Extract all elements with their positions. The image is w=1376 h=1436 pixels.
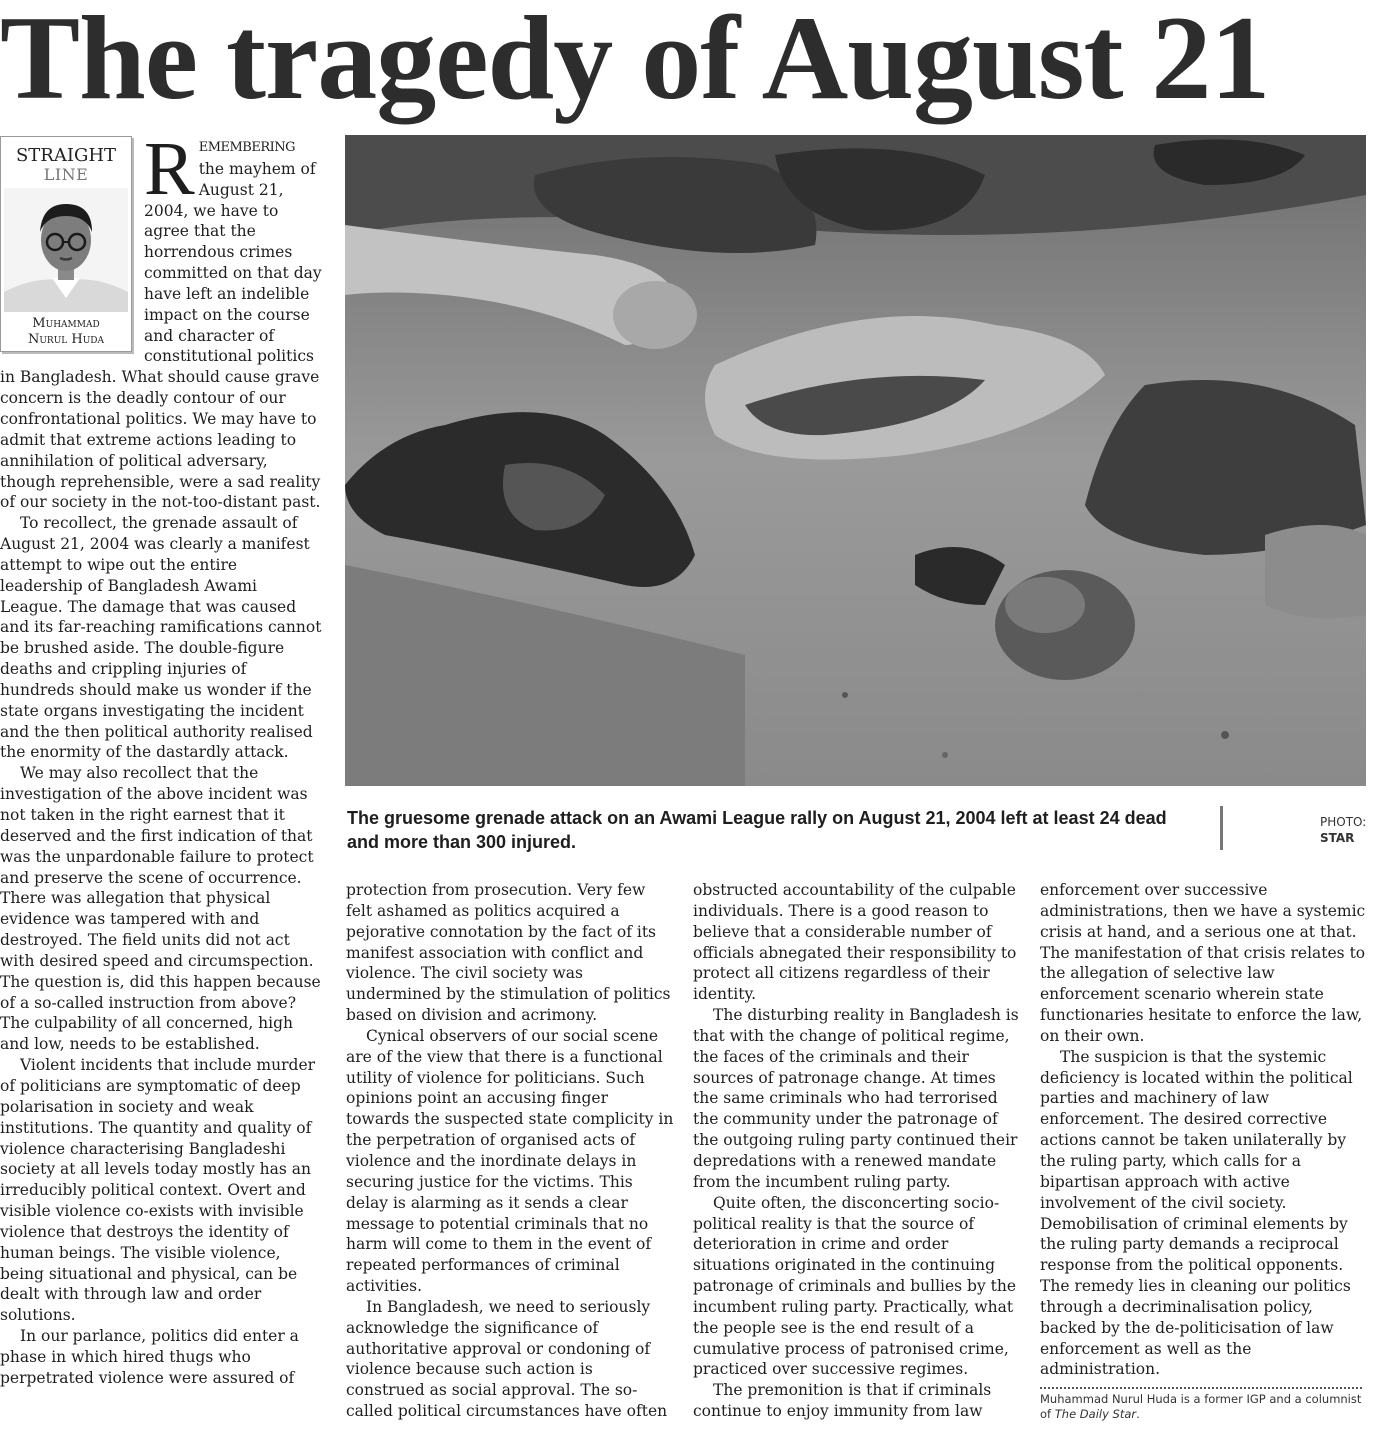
body-paragraph: The disturbing reality in Bangladesh is that with the change of political regime, the faces of the criminals and their sources of patronage change. At times the same criminals who had terrorised the community under the patronage of the outgoing ruling party continued their depredations with a renewed mandate from the incumbent ruling party. xyxy=(693,1006,1019,1191)
photo-credit-label: PHOTO: xyxy=(1320,815,1367,829)
author-bio-text: Muhammad Nurul Huda is a former IGP and a columnist of xyxy=(1040,1392,1362,1421)
body-paragraph: We may also recollect that the investigation of the above incident was not taken in the right earnest that it deserved and the first indication of that was the unpardonable failure to protect and preserve the scene of occurrence. There was allegation that physical evidence was tampered with and destroyed. The field units did not act with desired speed and circumspection. The question is, did this happen because of a so-called instruction from above? The culpability of all concerned, high and low, needs to be established. xyxy=(0,764,321,1054)
lead-text: the mayhem of August 21, 2004, we have to agree that the horrendous crimes committed on that day have left an indelible impact on the course and character of constitutional politics in Bangladesh. What should cause grave concern is the deadly contour of our confrontational politics. We may have to admit that extreme actions leading to annihilation of political adversary, though reprehensible, were a sad reality of our society in the not-too-distant past. xyxy=(0,159,322,512)
author-bio xyxy=(1040,1392,1370,1422)
column-badge xyxy=(0,136,132,352)
news-photo xyxy=(345,135,1366,786)
bio-divider xyxy=(1040,1387,1362,1389)
column-badge-author-line2: Nurul Huda xyxy=(27,332,105,347)
article-column-4 xyxy=(1040,880,1370,1380)
author-bio-end: . xyxy=(1136,1407,1140,1421)
caption-divider xyxy=(1220,806,1223,850)
author-portrait xyxy=(4,188,128,312)
column-badge-title: STRAIGHT xyxy=(15,145,117,166)
photo-credit-source: STAR xyxy=(1320,831,1355,845)
body-paragraph: The suspicion is that the systemic deficiency is located within the political parties and machinery of law enforcement. The desired corrective actions cannot be taken unilaterally by the ruling party, which calls for a bipartisan approach with active involvement of the civil society. Demobilisation of criminal elements by the ruling party demands a reciprocal response from the political opponents. The remedy lies in cleaning our politics through a decriminalisation policy, backed by the de-politicisation of law enforcement as well as the administration. xyxy=(1040,1047,1353,1379)
headline: The tragedy of August 21 xyxy=(0,0,1270,124)
body-paragraph: obstructed accountability of the culpable individuals. There is a good reason to believe that a considerable number of officials abnegated their responsibility to protect all citizens regardless of their identity. xyxy=(693,881,1017,1004)
body-paragraph: Cynical observers of our social scene are of the view that there is a functional utility of violence for politicians. Such opinions point an accusing finger towards the suspected state complicity in the perpetration of organised acts of violence and the inordinate delays in securing justice for the victims. This delay is alarming as it sends a clear message to potential criminals that no harm will come to them in the event of repeated performances of criminal activities. xyxy=(346,1026,674,1296)
body-paragraph: protection from prosecution. Very few felt ashamed as politics acquired a pejorative connotation by the fact of its manifest association with conflict and violence. The civil society was undermined by the stimulation of politics based on division and acrimony. xyxy=(346,881,671,1025)
body-paragraph: To recollect, the grenade assault of August 21, 2004 was clearly a manifest attempt to wipe out the entire leadership of Bangladesh Awami League. The damage that was caused and its far-reaching ramifications cannot be brushed aside. The double-figure deaths and crippling injuries of hundreds should make us wonder if the state organs investigating the incident and the then political authority realised the enormity of the dastardly attack. xyxy=(0,514,322,762)
drop-cap: R xyxy=(144,136,195,211)
body-paragraph: In Bangladesh, we need to seriously acknowledge the significance of authoritative approval or condoning of violence because such action is construed as social approval. The so-called political circumstances have often xyxy=(346,1297,668,1421)
article-column-2 xyxy=(346,880,676,1435)
article-column-1 xyxy=(0,136,322,1436)
body-paragraph: Violent incidents that include murder of politicians are symptomatic of deep polarisation in society and weak institutions. The quantity and quality of violence characterising Bangladeshi society at all levels today mostly has an irreducibly political context. Overt and visible violence co-exists with invisible violence that destroys the identity of human beings. The visible violence, being situational and physical, can be dealt with through law and order solutions. xyxy=(0,1056,316,1325)
body-paragraph: enforcement over successive administrations, then we have a systemic crisis at hand, and a serious one at that. The manifestation of that crisis relates to the allegation of selective law enforcement scenario wherein state functionaries hesitate to enforce the law, on their own. xyxy=(1040,881,1366,1045)
author-bio-publication: The Daily Star xyxy=(1054,1407,1137,1421)
column-badge-subtitle: LINE xyxy=(43,165,89,184)
body-paragraph: Quite often, the disconcerting socio-political reality is that the source of deterioration in crime and order situations originated in the continuing patronage of criminals and bullies by the incumbent ruling party. Practically, what the people see is the end result of a cumulative process of patronised crime, practiced over successive regimes. xyxy=(693,1193,1017,1379)
photo-caption: The gruesome grenade attack on an Awami League rally on August 21, 2004 left at least 24 dead and more than 300 injured. xyxy=(347,808,1167,852)
lead-smallcaps: EMEMBERING xyxy=(198,140,296,155)
article-column-3 xyxy=(693,880,1023,1435)
column-badge-author-line1: Muhammad xyxy=(32,316,100,331)
body-paragraph: In our parlance, politics did enter a phase in which hired thugs who perpetrated violence were assured of xyxy=(0,1327,299,1387)
body-paragraph: The premonition is that if criminals continue to enjoy immunity from law xyxy=(693,1381,992,1421)
photo-credit xyxy=(1320,814,1376,846)
